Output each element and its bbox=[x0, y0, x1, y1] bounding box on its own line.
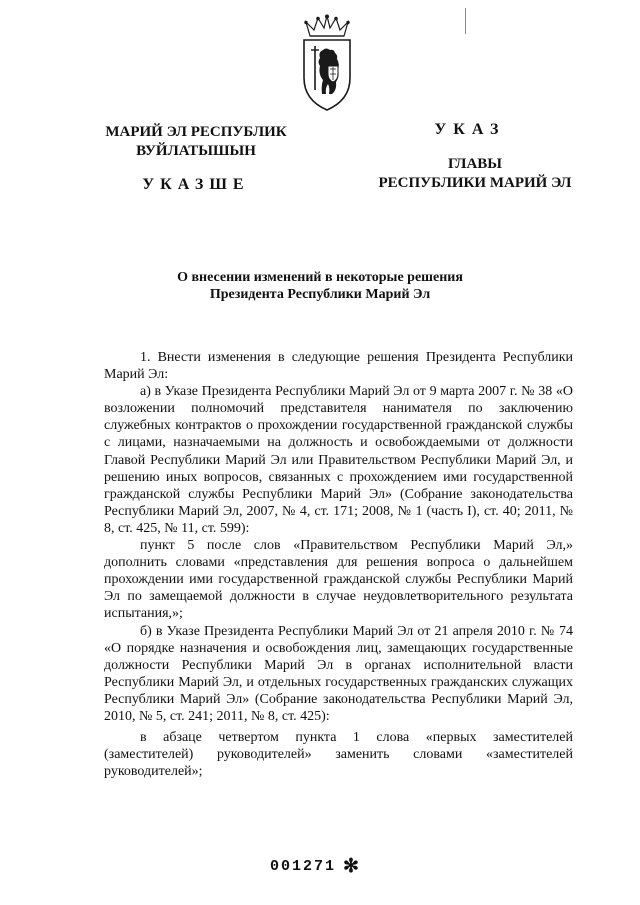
document-number: 001271 bbox=[270, 858, 337, 875]
paragraph: 1. Внести изменения в следующие решения Президента Республики Марий Эл: bbox=[104, 350, 573, 383]
header-right bbox=[360, 155, 590, 193]
document-title bbox=[110, 269, 530, 303]
paragraph: в абзаце четвертом пункта 1 слова «первых заместителей (заместителей) руководителей» заменить словами «заместителей руководителей»; bbox=[104, 730, 573, 780]
header-right-title: УКАЗ bbox=[434, 121, 506, 138]
header-left bbox=[96, 123, 296, 194]
paragraph: пункт 5 после слов «Правительством Республики Марий Эл,» дополнить словами «представления для решения вопроса о дальнейшем прохождении ими государственной гражданской службы Республики Марий Эл по замещаемой должности в случае неудовлетворительного результата испытания,»; bbox=[104, 538, 573, 622]
document-title-line1: О внесении изменений в некоторые решения bbox=[177, 270, 463, 285]
header-right-line1: ГЛАВЫ bbox=[447, 156, 503, 172]
document-title-line2: Президента Республики Марий Эл bbox=[209, 287, 431, 302]
header-left-line2: ВУЙЛАТЫШЫН bbox=[136, 143, 256, 159]
header-left-line1: МАРИЙ ЭЛ РЕСПУБЛИК bbox=[105, 124, 287, 140]
header-left-line3: УКАЗШЕ bbox=[142, 176, 250, 193]
asterisk-icon: ✻ bbox=[343, 856, 359, 877]
document-body bbox=[104, 349, 573, 780]
paragraph: б) в Указе Президента Республики Марий Эл от 21 апреля 2010 г. № 74 «О порядке назначения и освобождения лиц, замещающих государственные должности Республики Марий Эл в органах исполнительной власти Республики Марий Эл, и отдельных государственных гражданских служащих Республики Марий Эл» (Собрание законодательства Республики Марий Эл, 2010, № 5, ст. 241; 2011, № 8, ст. 425): bbox=[104, 623, 573, 724]
header-right-line2: РЕСПУБЛИКИ МАРИЙ ЭЛ bbox=[378, 175, 572, 191]
paragraph: а) в Указе Президента Республики Марий Эл от 9 марта 2007 г. № 38 «О возложении полномочий представителя нанимателя по заключению служебных контрактов о прохождении государственной гражданской службы с лицами, назначаемыми на должность и освобождаемыми от должности Главой Республики Марий Эл или Правительством Республики Марий Эл, и решению иных вопросов, связанных с прохождением ими государственной гражданской службы Республики Марий Эл» (Собрание законодательства Республики Марий Эл, 2007, № 4, ст. 171; 2008, № 1 (часть I), ст. 40; 2011, № 8, ст. 425, № 11, ст. 599): bbox=[104, 384, 573, 536]
scan-mark bbox=[465, 8, 466, 34]
coat-of-arms-icon bbox=[296, 14, 358, 112]
